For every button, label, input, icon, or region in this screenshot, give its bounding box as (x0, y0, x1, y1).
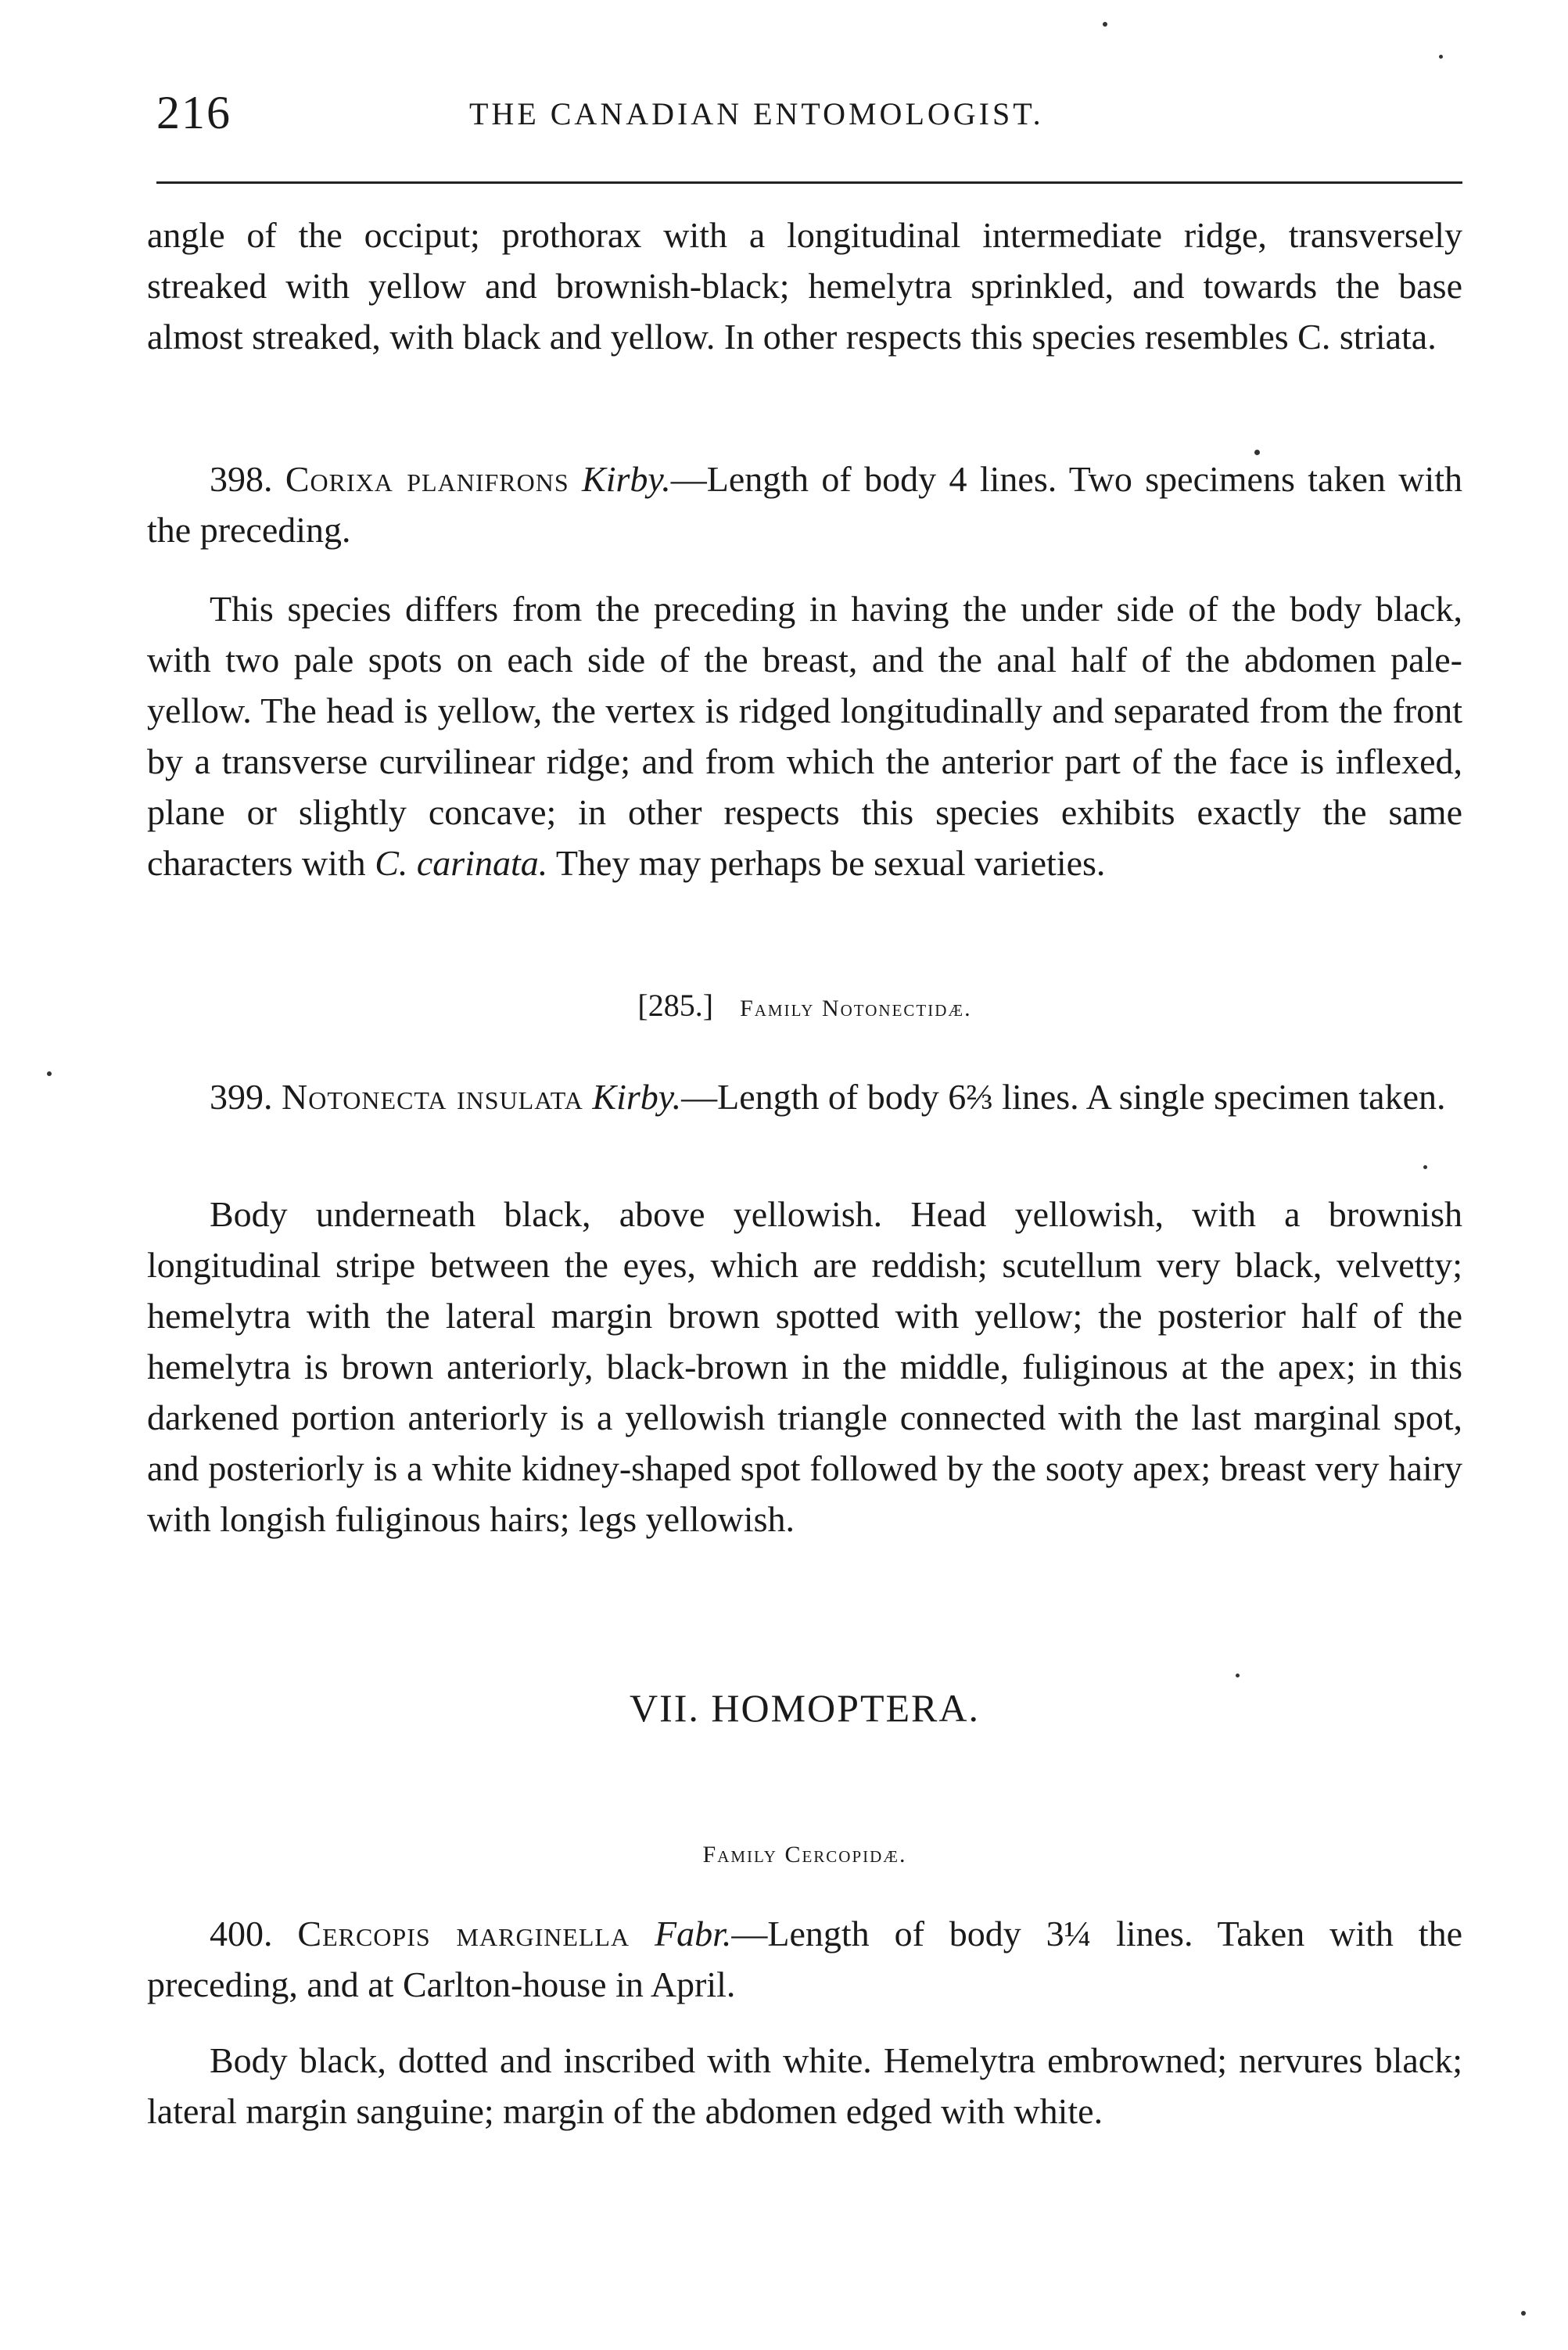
scan-speck (47, 1071, 52, 1076)
species-author: Kirby. (582, 459, 671, 499)
scan-speck (1254, 450, 1260, 455)
family-heading-cercopidae: Family Cercopidæ. (702, 1842, 907, 1867)
scan-speck (1423, 1165, 1427, 1169)
scan-speck (1236, 1674, 1240, 1677)
entry-text: —Length of body 3¼ lines. Taken with the preceding, and at Carlton-house in April. (147, 1914, 1462, 2004)
entry-400-description: Body black, dotted and inscribed with white. Hemelytra embrowned; nervures black; lateral margin sanguine; margin of the abdomen edged with white. (147, 2040, 1462, 2131)
intro-paragraph: angle of the occiput; prothorax with a longitudinal intermediate ridge, transversely streaked with yellow and brownish-black; hemelytra sprinkled, and towards the base almost streaked, with black and yellow. In other respects this species resembles C. striata. (147, 215, 1462, 357)
entry-number: 399. (210, 1077, 273, 1117)
species-author: Fabr. (654, 1914, 732, 1954)
description-text: This species differs from the preceding in having the under side of the body black, with two pale spots on each side of the breast, and the anal half of the abdomen pale-yellow. The head is yellow, the vertex is ridged longitudinally and separated from the front by a transverse curvilinear ridge; and from which the anterior part of the face is inflexed, plane or slightly concave; in other respects this species exhibits exactly the same characters with (147, 589, 1462, 883)
scan-speck (1521, 2311, 1526, 2316)
entry-number: 400. (210, 1914, 273, 1954)
page-number: 216 (156, 87, 231, 138)
running-title: THE CANADIAN ENTOMOLOGIST. (469, 96, 1044, 131)
species-name: Corixa planifrons (285, 459, 569, 499)
entry-text: —Length of body 4 lines. Two specimens taken with the preceding. (147, 459, 1463, 550)
family-name: Family Notonectidæ. (740, 996, 972, 1021)
entry-399 (147, 1071, 1462, 1122)
scan-speck (1103, 22, 1107, 27)
entry-400 (147, 1908, 1462, 2010)
header-rule (156, 181, 1462, 184)
species-name: Cercopis marginella (297, 1914, 630, 1954)
species-author: Kirby. (592, 1077, 682, 1117)
entry-number: 398. (210, 459, 273, 499)
entry-text: —Length of body 6⅔ lines. A single specimen taken. (681, 1077, 1446, 1117)
entry-398 (147, 454, 1462, 555)
scan-speck (1439, 55, 1443, 59)
family-heading-notonectidae (147, 987, 1462, 1024)
entry-399-description: Body underneath black, above yellowish. Head yellowish, with a brownish longitudinal stripe between the eyes, which are reddish; scutellum very black, velvetty; hemelytra with the lateral margin brown spotted with yellow; the posterior half of the hemelytra is brown anteriorly, black-brown in the middle, fuliginous at the apex; in this darkened portion anteriorly is a yellowish triangle connected with the last marginal spot, and posteriorly is a white kidney-shaped spot followed by the sooty apex; breast very hairy with longish fuliginous hairs; legs yellowish. (147, 1194, 1462, 1539)
species-reference: C. carinata. (375, 843, 548, 883)
family-ref: [285.] (637, 988, 714, 1023)
description-text-end: They may perhaps be sexual varieties. (547, 843, 1106, 883)
species-name: Notonecta insulata (282, 1077, 583, 1117)
entry-398-description (147, 583, 1462, 888)
page-header (156, 86, 1462, 156)
order-heading: VII. HOMOPTERA. (629, 1686, 981, 1730)
